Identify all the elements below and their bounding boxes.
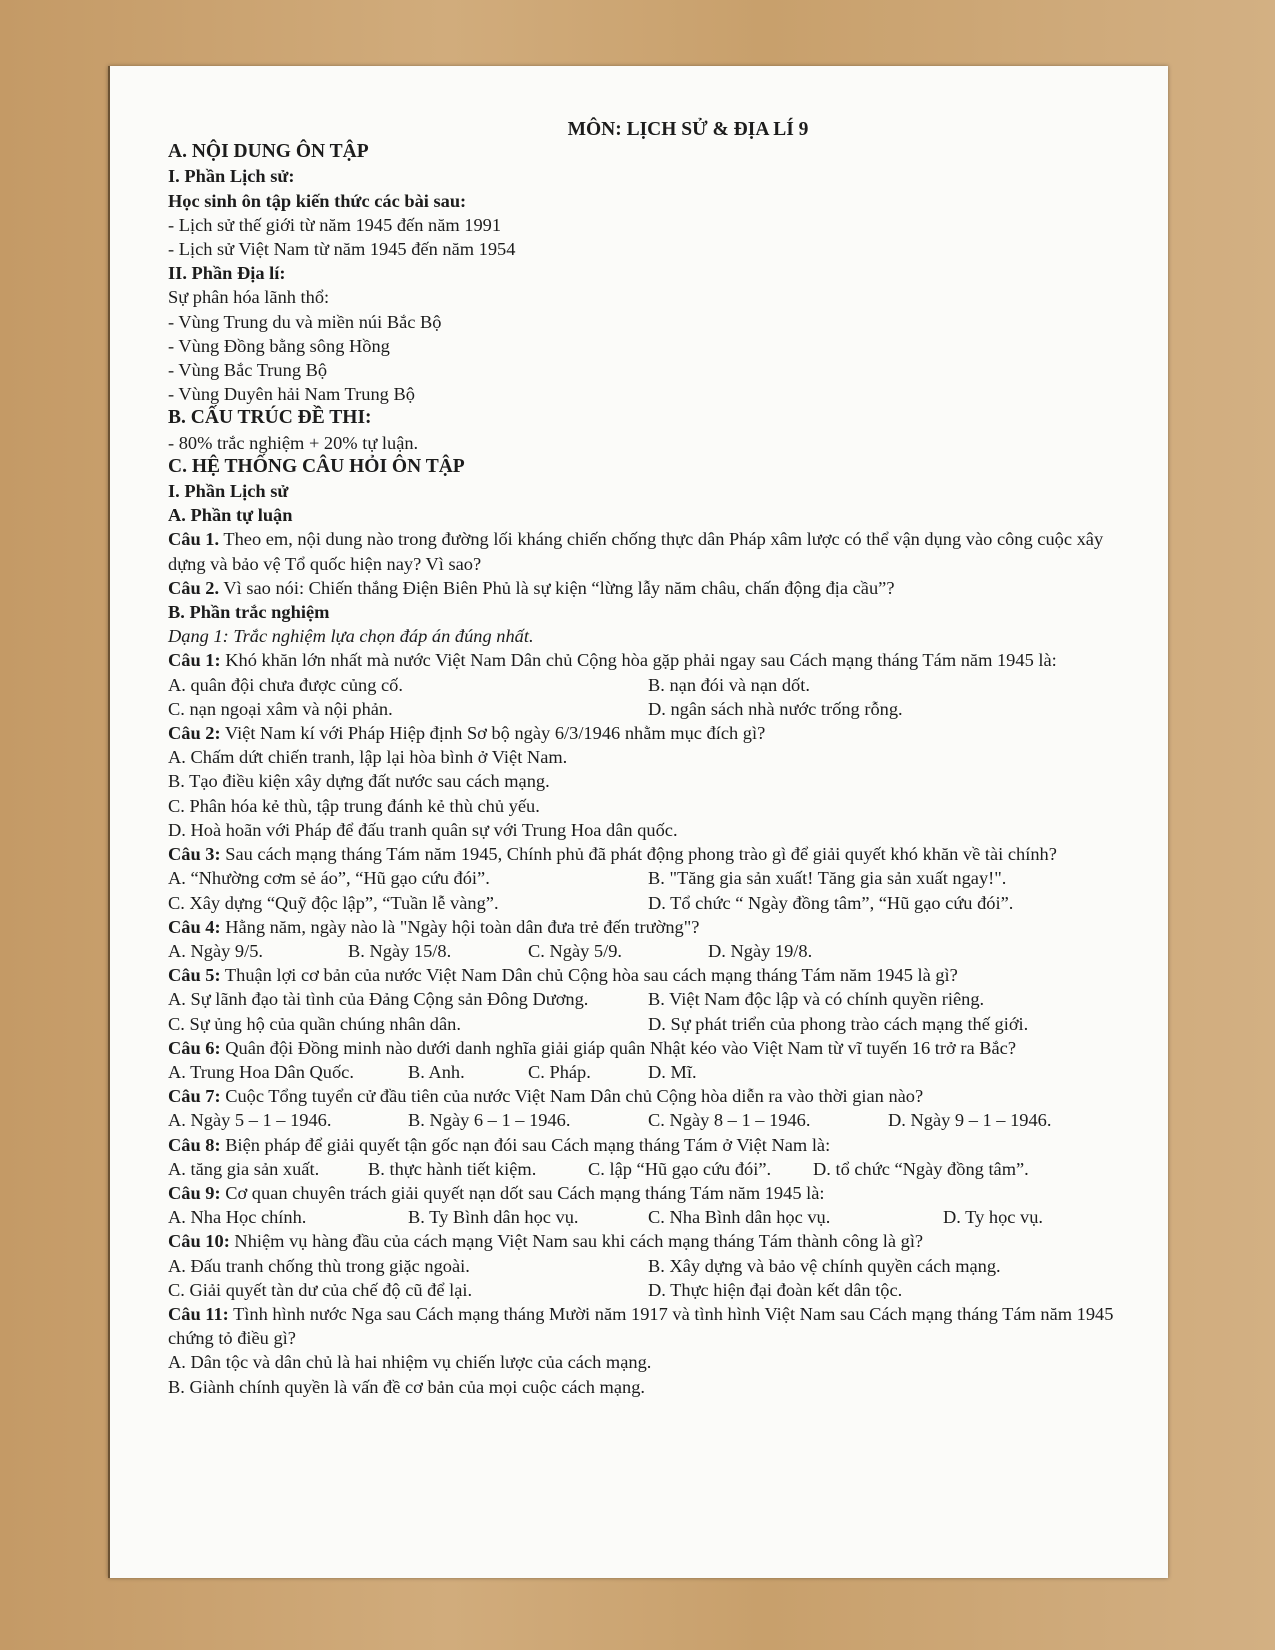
answer-option: A. Đấu tranh chống thù trong giặc ngoài. xyxy=(168,1255,470,1276)
question-label: Câu 11: xyxy=(168,1303,229,1324)
question-text: Thuận lợi cơ bản của nước Việt Nam Dân chủ Cộng hòa sau cách mạng tháng Tám năm 1945 là gì? xyxy=(220,965,958,986)
mc-question xyxy=(168,1229,1128,1253)
mc-question xyxy=(168,1181,1128,1205)
answer-option: B. Xây dựng và bảo vệ chính quyền cách mạng. xyxy=(648,1255,1001,1276)
question-label: Câu 6: xyxy=(168,1037,221,1058)
mc-question xyxy=(168,1133,1128,1157)
answer-option: C. Xây dựng “Quỹ độc lập”, “Tuần lễ vàng”. xyxy=(168,892,499,913)
answer-option: B. nạn đói và nạn dốt. xyxy=(648,674,810,695)
question-text: Tình hình nước Nga sau Cách mạng tháng Mười năm 1917 và tình hình Việt Nam sau Cách mạng tháng Tám năm 1945 chứng tỏ điều gì? xyxy=(168,1303,1114,1349)
answer-option: C. nạn ngoại xâm và nội phản. xyxy=(168,698,393,719)
answer-row xyxy=(168,1278,1128,1302)
mc-question xyxy=(168,915,1128,939)
answer-option: C. Sự ủng hộ của quần chúng nhân dân. xyxy=(168,1013,461,1034)
mc-heading: B. Phần trắc nghiệm xyxy=(168,602,330,623)
answer-row xyxy=(168,1205,1128,1229)
question-label: Câu 4: xyxy=(168,916,221,937)
document-content xyxy=(168,118,1128,1399)
geography-heading: II. Phần Địa lí: xyxy=(168,263,286,284)
answer-row xyxy=(168,1060,1128,1084)
history-item: - Lịch sử thế giới từ năm 1945 đến năm 1991 xyxy=(168,214,502,235)
answer-option: A. Ngày 9/5. xyxy=(168,940,264,961)
answer-option: D. Thực hiện đại đoàn kết dân tộc. xyxy=(648,1279,903,1300)
answer-row xyxy=(168,1108,1128,1132)
answer-option: D. Tổ chức “ Ngày đồng tâm”, “Hũ gạo cứu đói”. xyxy=(648,892,1014,913)
question-text: Quân đội Đồng minh nào dưới danh nghĩa giải giáp quân Nhật kéo vào Việt Nam từ vĩ tuyến 16 trở ra Bắc? xyxy=(220,1037,1016,1058)
essay-heading: A. Phần tự luận xyxy=(168,505,293,526)
answer-row xyxy=(168,866,1128,890)
mc-question xyxy=(168,1302,1128,1350)
answer-option: B. Việt Nam độc lập và có chính quyền riêng. xyxy=(648,989,985,1010)
answer-option: A. tăng gia sản xuất. xyxy=(168,1158,320,1179)
part-heading: I. Phần Lịch sử xyxy=(168,481,289,502)
answer-row xyxy=(168,673,1128,697)
answer-option: D. Sự phát triển của phong trào cách mạng thế giới. xyxy=(648,1013,1029,1034)
mc-type: Dạng 1: Trắc nghiệm lựa chọn đáp án đúng nhất. xyxy=(168,626,534,647)
question-text: Việt Nam kí với Pháp Hiệp định Sơ bộ ngày 6/3/1946 nhằm mục đích gì? xyxy=(220,723,766,744)
answer-option: B. Tạo điều kiện xây dựng đất nước sau cách mạng. xyxy=(168,771,550,792)
question-label: Câu 7: xyxy=(168,1086,221,1107)
question-text: Khó khăn lớn nhất mà nước Việt Nam Dân chủ Cộng hòa gặp phải ngay sau Cách mạng tháng Tám năm 1945 là: xyxy=(220,650,1057,671)
question-label: Câu 5: xyxy=(168,965,221,986)
answer-option: B. Anh. xyxy=(408,1061,465,1082)
question-label: Câu 9: xyxy=(168,1182,221,1203)
question-text: Vì sao nói: Chiến thắng Điện Biên Phủ là sự kiện “lừng lẫy năm châu, chấn động địa cầu”? xyxy=(219,577,895,598)
mc-question xyxy=(168,1084,1128,1108)
answer-option: D. Hoà hoãn với Pháp để đấu tranh quân sự với Trung Hoa dân quốc. xyxy=(168,819,678,840)
paper-sheet xyxy=(108,66,1168,1578)
answer-option: A. Nha Học chính. xyxy=(168,1207,307,1228)
question-text: Nhiệm vụ hàng đầu của cách mạng Việt Nam sau khi cách mạng tháng Tám thành công là gì? xyxy=(229,1231,924,1252)
page-title: MÔN: LỊCH SỬ & ĐỊA LÍ 9 xyxy=(567,119,809,140)
answer-row xyxy=(168,1012,1128,1036)
mc-question xyxy=(168,1036,1128,1060)
answer-option: D. Ty học vụ. xyxy=(943,1207,1044,1228)
answer-option: D. ngân sách nhà nước trống rỗng. xyxy=(648,698,903,719)
answer-option: A. Sự lãnh đạo tài tình của Đảng Cộng sản Đông Dương. xyxy=(168,989,589,1010)
answer-option: D. tổ chức “Ngày đồng tâm”. xyxy=(813,1158,1029,1179)
answer-option: C. Giải quyết tàn dư của chế độ cũ để lại. xyxy=(168,1279,473,1300)
answer-row xyxy=(168,1157,1128,1181)
question-text: Cơ quan chuyên trách giải quyết nạn dốt sau Cách mạng tháng Tám năm 1945 là: xyxy=(220,1182,825,1203)
geography-item: - Vùng Đồng bằng sông Hồng xyxy=(168,335,390,356)
answer-row xyxy=(168,987,1128,1011)
answer-option: A. Trung Hoa Dân Quốc. xyxy=(168,1061,354,1082)
answer-option: B. Giành chính quyền là vấn đề cơ bản của mọi cuộc cách mạng. xyxy=(168,1376,645,1397)
section-a-heading: A. NỘI DUNG ÔN TẬP xyxy=(168,141,369,163)
answer-option: C. Nha Bình dân học vụ. xyxy=(648,1207,831,1228)
history-heading: I. Phần Lịch sử: xyxy=(168,166,295,187)
question-label: Câu 2. xyxy=(168,577,220,598)
answer-option: D. Ngày 19/8. xyxy=(708,940,813,961)
mc-question xyxy=(168,963,1128,987)
essay-question xyxy=(168,576,1128,600)
answer-option: A. Dân tộc và dân chủ là hai nhiệm vụ chiến lược của cách mạng. xyxy=(168,1352,652,1373)
question-text: Cuộc Tổng tuyển cử đầu tiên của nước Việt Nam Dân chủ Cộng hòa diễn ra vào thời gian nào? xyxy=(220,1086,924,1107)
answer-row xyxy=(168,1254,1128,1278)
answer-option: D. Ngày 9 – 1 – 1946. xyxy=(888,1110,1052,1131)
history-item: - Lịch sử Việt Nam từ năm 1945 đến năm 1954 xyxy=(168,239,516,260)
answer-option: B. Ngày 15/8. xyxy=(348,940,452,961)
mc-question xyxy=(168,721,1128,745)
geography-item: - Vùng Trung du và miền núi Bắc Bộ xyxy=(168,311,442,332)
geography-item: - Vùng Duyên hải Nam Trung Bộ xyxy=(168,384,415,405)
history-intro: Học sinh ôn tập kiến thức các bài sau: xyxy=(168,190,467,211)
question-label: Câu 8: xyxy=(168,1134,221,1155)
question-label: Câu 1. xyxy=(168,529,220,550)
answer-option: B. thực hành tiết kiệm. xyxy=(368,1158,537,1179)
answer-option: C. Pháp. xyxy=(528,1061,591,1082)
answer-option: C. Ngày 8 – 1 – 1946. xyxy=(648,1110,811,1131)
answer-row xyxy=(168,697,1128,721)
essay-question xyxy=(168,527,1128,575)
geography-intro: Sự phân hóa lãnh thổ: xyxy=(168,287,330,308)
geography-item: - Vùng Bắc Trung Bộ xyxy=(168,360,328,381)
question-text: Sau cách mạng tháng Tám năm 1945, Chính phủ đã phát động phong trào gì để giải quyết khó khăn về tài chính? xyxy=(220,844,1057,865)
mc-question xyxy=(168,648,1128,672)
answer-option: B. Ty Bình dân học vụ. xyxy=(408,1207,579,1228)
answer-option: A. Chấm dứt chiến tranh, lập lại hòa bình ở Việt Nam. xyxy=(168,747,568,768)
answer-option: B. "Tăng gia sản xuất! Tăng gia sản xuất ngay!". xyxy=(648,868,1007,889)
question-label: Câu 1: xyxy=(168,650,221,671)
section-c-heading: C. HỆ THỐNG CÂU HỎI ÔN TẬP xyxy=(168,455,465,477)
question-text: Theo em, nội dung nào trong đường lối kháng chiến chống thực dân Pháp xâm lược có thể vận dụng vào công cuộc xây dựng và bảo vệ Tổ quốc hiện nay? Vì sao? xyxy=(168,529,1104,574)
answer-option: B. Ngày 6 – 1 – 1946. xyxy=(408,1110,571,1131)
answer-option: A. Ngày 5 – 1 – 1946. xyxy=(168,1110,332,1131)
section-b-heading: B. CẤU TRÚC ĐỀ THI: xyxy=(168,407,372,429)
answer-option: C. Ngày 5/9. xyxy=(528,940,622,961)
answer-option: A. quân đội chưa được củng cố. xyxy=(168,674,403,695)
mc-question xyxy=(168,842,1128,866)
question-label: Câu 3: xyxy=(168,844,221,865)
question-label: Câu 10: xyxy=(168,1231,230,1252)
section-b-text: - 80% trắc nghiệm + 20% tự luận. xyxy=(168,432,419,453)
question-text: Hằng năm, ngày nào là "Ngày hội toàn dân đưa trẻ đến trường"? xyxy=(220,916,700,937)
answer-option: A. “Nhường cơm sẻ áo”, “Hũ gạo cứu đói”. xyxy=(168,868,490,889)
answer-row xyxy=(168,891,1128,915)
question-text: Biện pháp để giải quyết tận gốc nạn đói sau Cách mạng tháng Tám ở Việt Nam là: xyxy=(220,1134,831,1155)
answer-option: C. lập “Hũ gạo cứu đói”. xyxy=(588,1158,772,1179)
answer-option: C. Phân hóa kẻ thù, tập trung đánh kẻ thù chủ yếu. xyxy=(168,795,540,816)
question-label: Câu 2: xyxy=(168,723,221,744)
answer-row xyxy=(168,939,888,963)
answer-option: D. Mĩ. xyxy=(648,1061,697,1082)
